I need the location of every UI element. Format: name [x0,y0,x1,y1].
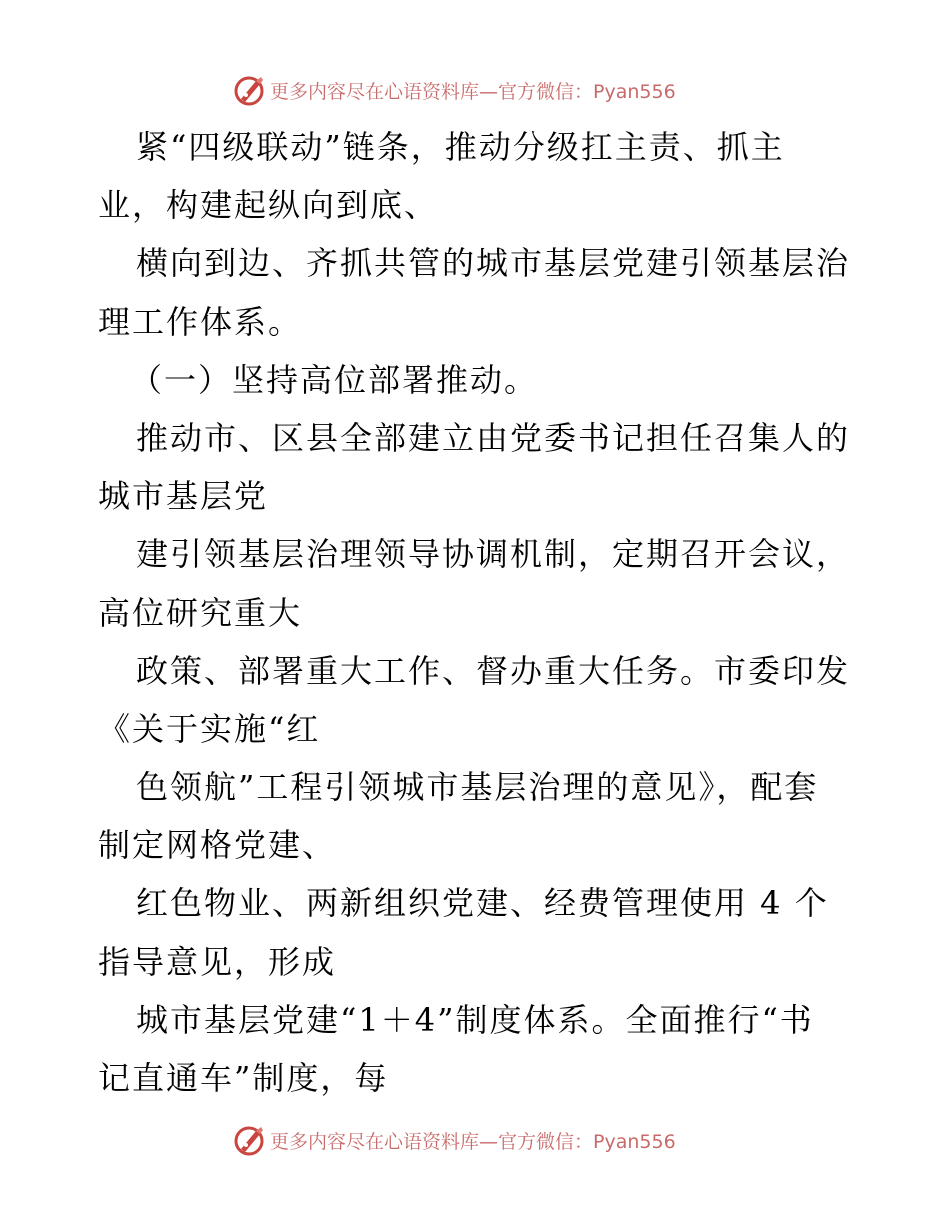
text-line: 制定网格党建、 [98,826,337,865]
text-line: 横向到边、齐抓共管的城市基层党建引领基层治 [136,244,851,283]
text-line: 指导意见，形成 [98,942,337,981]
text-line: 建引领基层治理领导协调机制，定期召开会议， [136,535,851,574]
pen-nib-logo-icon [232,73,266,107]
text-line: 紧“四级联动”链条，推动分级扛主责、抓主 [136,128,785,166]
text-line: 理工作体系。 [98,302,303,341]
text-line: 政策、部署重大工作、督办重大任务。市委印发 [136,651,851,690]
text-line: 城市基层党建“1＋4”制度体系。全面推行“书 [136,1000,814,1039]
watermark-text: 更多内容尽在心语资料库—官方微信：Pyan556 [270,1130,676,1153]
text-line: 色领航”工程引领城市基层治理的意见》，配套 [136,768,819,807]
section-heading: （一）坚持高位部署推动。 [130,360,539,399]
text-line: 推动市、区县全部建立由党委书记担任召集人的 [136,418,851,457]
text-line: 红色物业、两新组织党建、经费管理使用 4 个 [136,884,829,923]
watermark-text: 更多内容尽在心语资料库—官方微信：Pyan556 [270,80,676,103]
document-body [98,118,858,1107]
text-line: 《关于实施“红 [98,709,321,748]
header-watermark-banner [232,70,676,110]
text-line: 业，构建起纵向到底、 [98,186,439,225]
footer-watermark-banner [232,1120,676,1160]
text-line: 记直通车”制度，每 [98,1059,389,1097]
pen-nib-logo-icon [232,1123,266,1157]
text-line: 高位研究重大 [98,593,303,632]
text-line: 城市基层党 [98,477,269,516]
